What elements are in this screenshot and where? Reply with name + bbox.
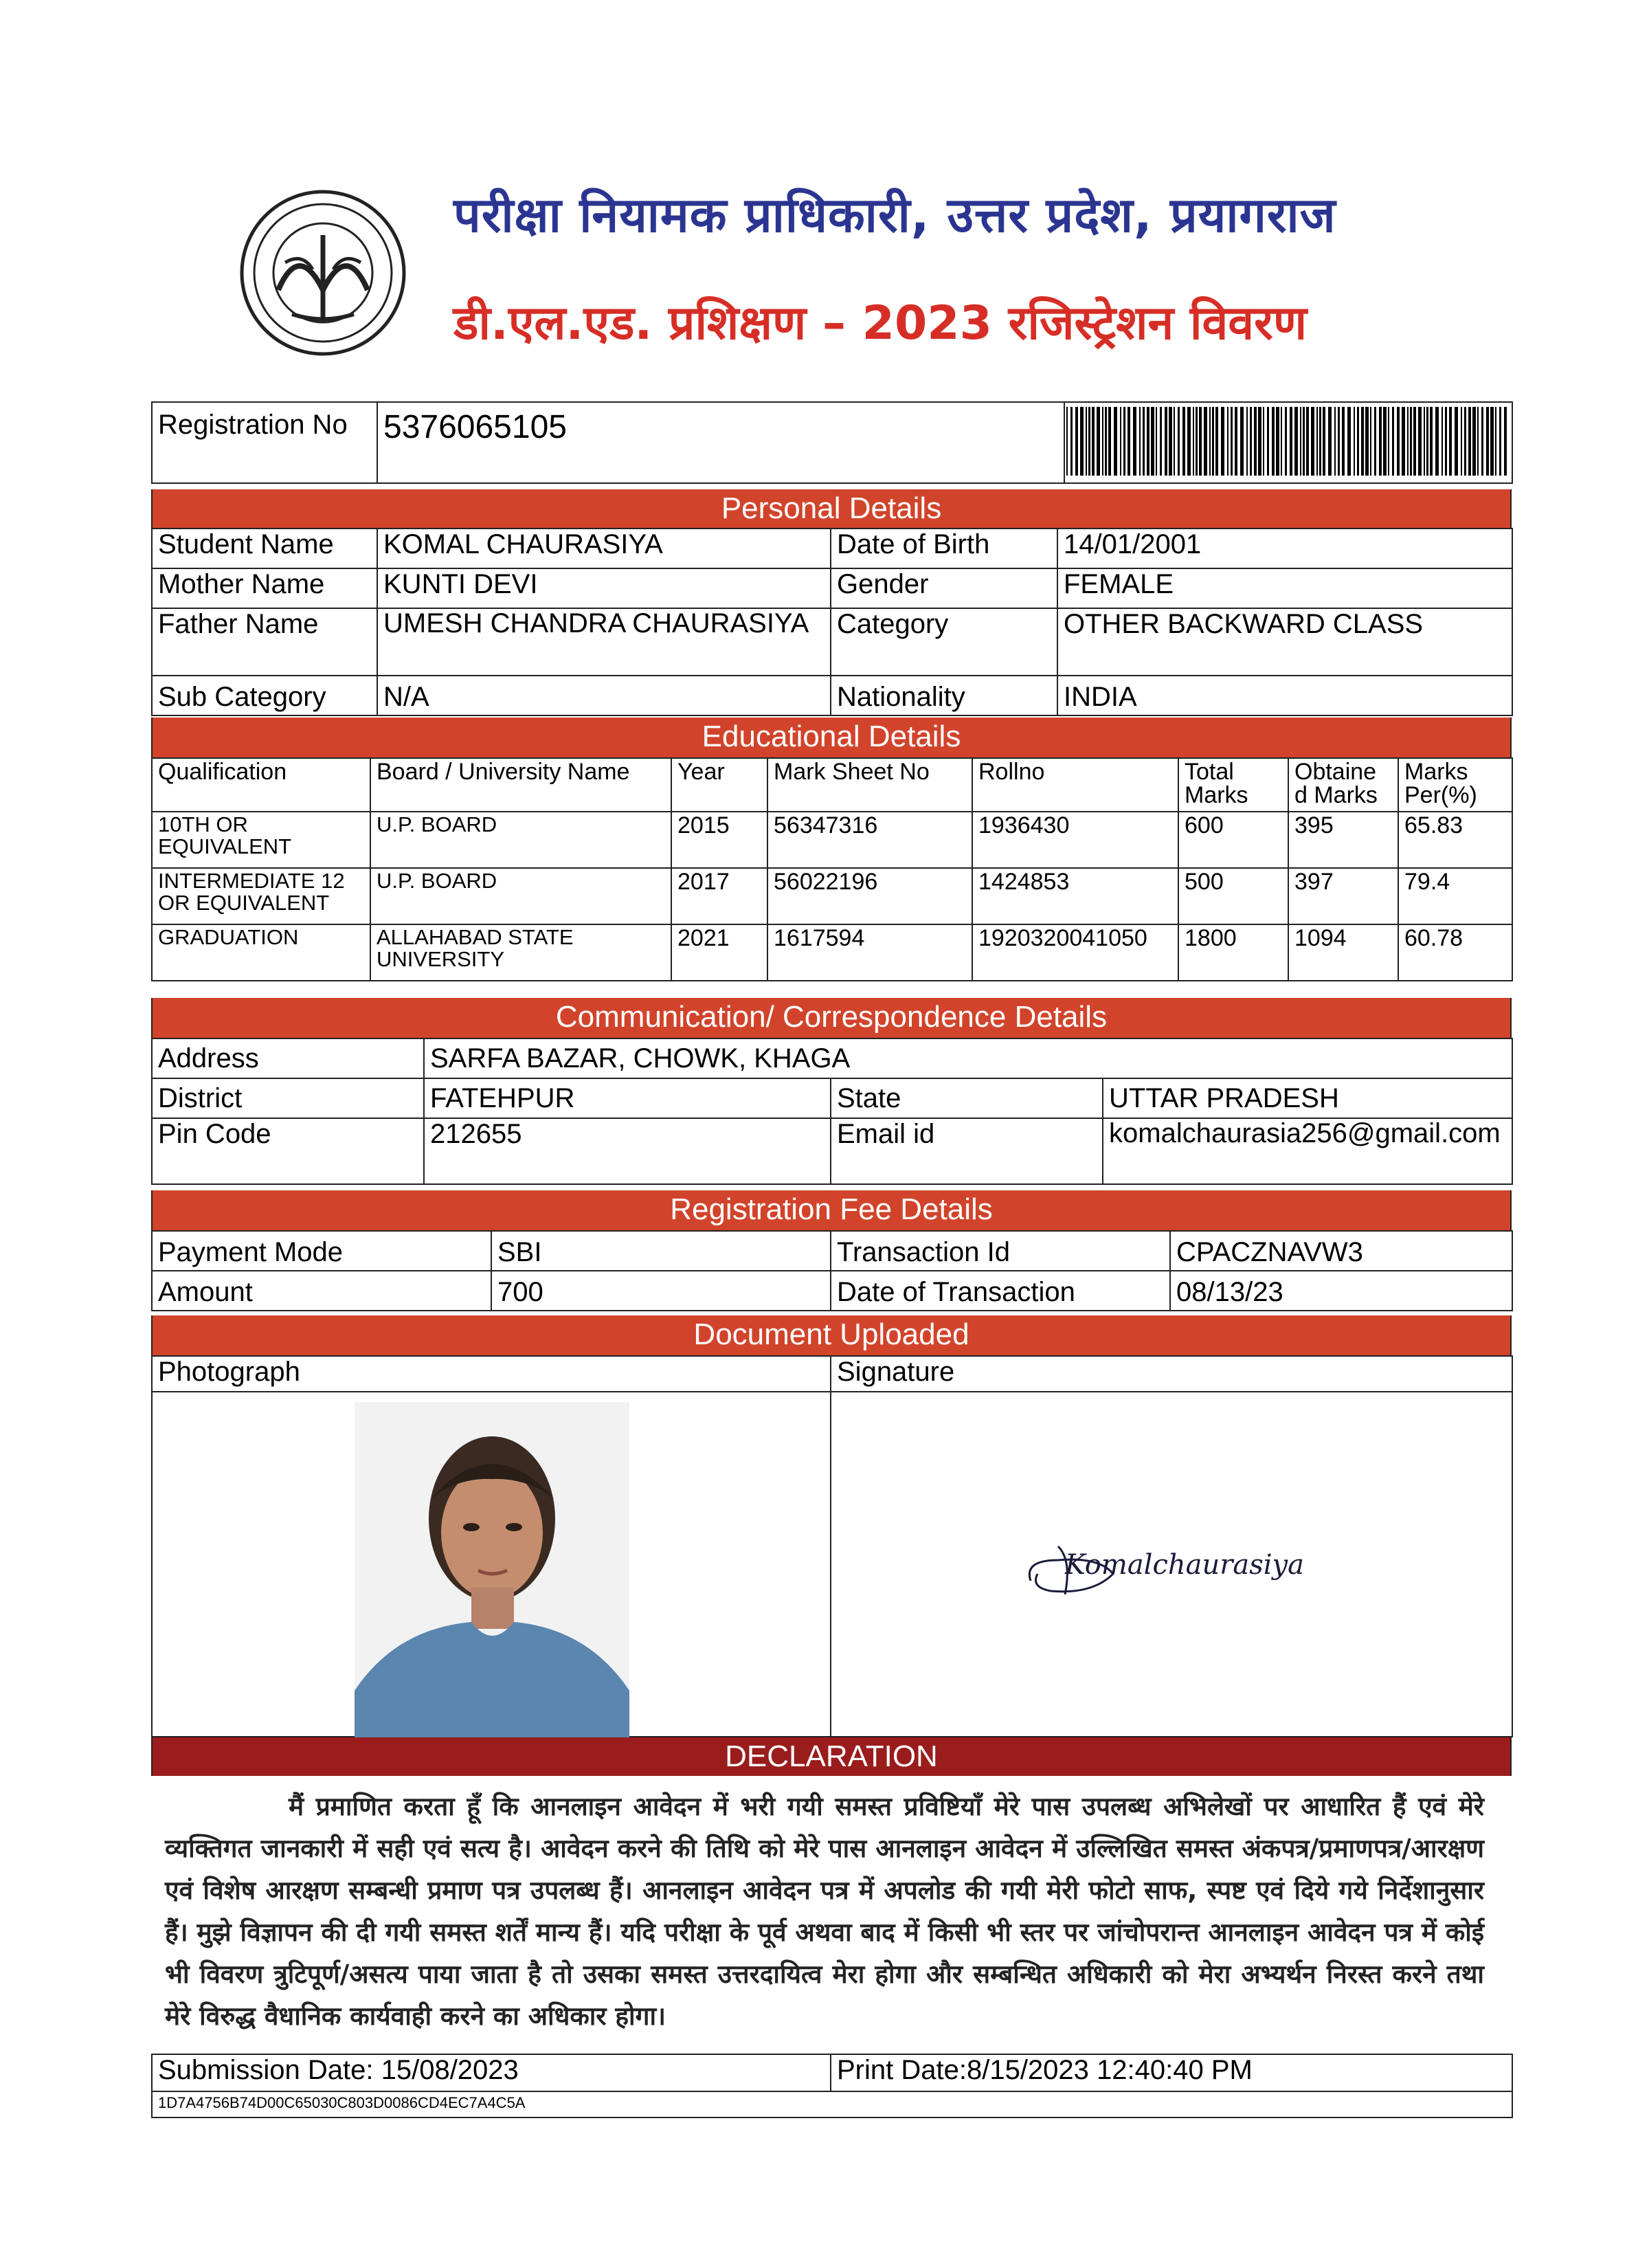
pin-code-label: Pin Code xyxy=(152,1118,424,1184)
communication-details-table xyxy=(151,1038,1513,1185)
barcode-bar xyxy=(1088,407,1090,476)
educational-details-table xyxy=(151,757,1513,981)
barcode-bar xyxy=(1392,407,1394,476)
authority-title: परीक्षा नियामक प्राधिकारी, उत्तर प्रदेश, प्रयागराज xyxy=(453,187,1336,243)
barcode-bar xyxy=(1267,407,1269,476)
table-cell: 2015 xyxy=(671,812,767,868)
barcode-bar xyxy=(1235,407,1237,476)
table-cell: 395 xyxy=(1288,812,1398,868)
nationality-label: Nationality xyxy=(831,676,1057,715)
personal-details-table xyxy=(151,528,1513,716)
table-cell: ALLAHABAD STATE UNIVERSITY xyxy=(370,924,671,981)
barcode-bar xyxy=(1354,407,1355,476)
transaction-id-value: CPACZNAVW3 xyxy=(1170,1231,1512,1271)
barcode-bar xyxy=(1281,407,1282,476)
barcode-bar xyxy=(1143,407,1145,476)
barcode-bar xyxy=(1285,407,1287,476)
table-cell: U.P. BOARD xyxy=(370,868,671,924)
barcode-bar xyxy=(1147,407,1149,476)
column-header: Mark Sheet No xyxy=(767,758,972,812)
barcode-bar xyxy=(1323,407,1325,476)
barcode-bar xyxy=(1472,407,1476,476)
state-label: State xyxy=(831,1078,1103,1118)
candidate-photo xyxy=(355,1402,629,1744)
barcode-bar xyxy=(1334,407,1336,476)
barcode-bar xyxy=(1455,407,1458,476)
barcode-bar xyxy=(1342,407,1345,476)
barcode-bar xyxy=(1365,407,1369,476)
communication-details-header: Communication/ Correspondence Details xyxy=(151,998,1512,1038)
nationality-value: INDIA xyxy=(1057,676,1512,715)
column-header: Marks Per(%) xyxy=(1398,758,1512,812)
barcode-bar xyxy=(1504,407,1507,476)
barcode-bar xyxy=(1370,407,1371,476)
barcode-bar xyxy=(1328,407,1332,476)
barcode-bar xyxy=(1133,407,1136,476)
barcode-bar xyxy=(1407,407,1409,476)
address-value: SARFA BAZAR, CHOWK, KHAGA xyxy=(424,1038,1512,1078)
educational-details-header: Educational Details xyxy=(151,718,1512,757)
column-header: Rollno xyxy=(972,758,1178,812)
barcode-bar xyxy=(1388,407,1389,476)
fee-details-header: Registration Fee Details xyxy=(151,1190,1512,1230)
barcode-bar xyxy=(1263,407,1264,476)
barcode-bar xyxy=(1397,407,1400,476)
barcode-bar xyxy=(1097,407,1100,476)
barcode-bar xyxy=(1209,407,1211,476)
table-cell: 1800 xyxy=(1178,924,1288,981)
table-row xyxy=(152,924,1512,981)
document-uploaded-header: Document Uploaded xyxy=(151,1315,1512,1355)
sub-category-value: N/A xyxy=(377,676,831,715)
barcode-bar xyxy=(1169,407,1172,476)
pin-code-value: 212655 xyxy=(424,1118,831,1184)
barcode-bar xyxy=(1254,407,1257,476)
address-label: Address xyxy=(152,1038,424,1078)
transaction-date-value: 08/13/23 xyxy=(1170,1271,1512,1311)
barcode-bar xyxy=(1139,407,1141,476)
student-name-label: Student Name xyxy=(152,529,377,568)
table-cell: 600 xyxy=(1178,812,1288,868)
barcode-bar xyxy=(1464,407,1466,476)
barcode-bar xyxy=(1120,407,1121,476)
registration-label: Registration No xyxy=(152,402,377,483)
barcode-bar xyxy=(1481,407,1483,476)
table-cell: 65.83 xyxy=(1398,812,1512,868)
table-cell: 1424853 xyxy=(972,868,1178,924)
mother-name-value: KUNTI DEVI xyxy=(377,568,831,608)
registration-value: 5376065105 xyxy=(377,402,1064,483)
column-header: Year xyxy=(671,758,767,812)
barcode-bar xyxy=(1086,407,1087,476)
table-cell: 2021 xyxy=(671,924,767,981)
barcode-bar xyxy=(1102,407,1103,476)
barcode-bar xyxy=(1221,407,1224,476)
print-date: Print Date:8/15/2023 12:40:40 PM xyxy=(831,2054,1512,2091)
barcode-bar xyxy=(1108,407,1111,476)
barcode-bar xyxy=(1165,407,1167,476)
declaration-text: मैं प्रमाणित करता हूँ कि आनलाइन आवेदन में भरी गयी समस्त प्रविष्टियाँ मेरे पास उपलब्ध अभिलेखों पर आधारित हैं एवं मेरे व्यक्तिगत जानकारी में सही एवं सत्य है। आवेदन करने की तिथि को मेरे पास आनलाइन आवेदन में उल्लिखित समस्त अंकपत्र/प्रमाणपत्र/आरक्षण एवं विशेष आरक्षण सम्बन्धी प्रमाण पत्र उपलब्ध हैं। आनलाइन आवेदन पत्र में अपलोड की गयी मेरी फोटो साफ, स्पष्ट एवं दिये गये निर्देशानुसार हैं। मुझे विज्ञापन की दी गयी समस्त शर्तें मान्य हैं। यदि परीक्षा के पूर्व अथवा बाद में किसी भी स्तर पर जांचोपरान्त आनलाइन आवेदन पत्र में कोई भी विवरण त्रुटिपूर्ण/असत्य पाया जाता है तो उसका समस्त उत्तरदायित्व मेरा होगा और सम्बन्धित अधिकारी को मेरा अभ्यर्थन निरस्त करने तथा मेरे विरुद्ध वैधानिक कार्यवाही करने का अधिकार होगा। xyxy=(165,1792,1484,2031)
payment-mode-value: SBI xyxy=(491,1231,831,1271)
barcode-bar xyxy=(1066,407,1068,476)
barcode-bar xyxy=(1468,407,1471,476)
column-header: Board / University Name xyxy=(370,758,671,812)
email-label: Email id xyxy=(831,1118,1103,1184)
barcode-bar xyxy=(1347,407,1351,476)
table-cell: INTERMEDIATE 12 OR EQUIVALENT xyxy=(152,868,370,924)
table-cell: 1920320041050 xyxy=(972,924,1178,981)
form-subtitle: डी.एल.एड. प्रशिक्षण – 2023 रजिस्ट्रेशन विवरण xyxy=(453,296,1308,351)
district-label: District xyxy=(152,1078,424,1118)
table-cell: U.P. BOARD xyxy=(370,812,671,868)
barcode-bar xyxy=(1240,407,1244,476)
barcode-bar xyxy=(1196,407,1198,476)
table-cell: 10TH OR EQUIVALENT xyxy=(152,812,370,868)
barcode-bar xyxy=(1151,407,1154,476)
education-header-row xyxy=(152,758,1512,812)
column-header: Total Marks xyxy=(1178,758,1288,812)
barcode-bar xyxy=(1338,407,1340,476)
payment-mode-label: Payment Mode xyxy=(152,1231,491,1271)
table-row xyxy=(152,868,1512,924)
barcode-bar xyxy=(1092,407,1095,476)
barcode-bar xyxy=(1250,407,1252,476)
table-cell: 1617594 xyxy=(767,924,972,981)
transaction-id-label: Transaction Id xyxy=(831,1231,1170,1271)
gender-value: FEMALE xyxy=(1057,568,1512,608)
barcode-bar xyxy=(1182,407,1185,476)
barcode-bar xyxy=(1319,407,1321,476)
amount-label: Amount xyxy=(152,1271,491,1311)
barcode-bar xyxy=(1426,407,1428,476)
barcode-bar xyxy=(1374,407,1376,476)
barcode-bar xyxy=(1410,407,1412,476)
barcode-bar xyxy=(1075,407,1078,476)
barcode-bar xyxy=(1442,407,1443,476)
barcode-bar xyxy=(1080,407,1084,476)
barcode-bar xyxy=(1383,407,1387,476)
barcode-bar xyxy=(1156,407,1157,476)
submission-date: Submission Date: 15/08/2023 xyxy=(152,2054,831,2091)
barcode-bar xyxy=(1495,407,1496,476)
barcode-bar xyxy=(1424,407,1425,476)
barcode-bar xyxy=(1070,407,1073,476)
barcode-bar xyxy=(1128,407,1130,476)
up-government-seal-icon xyxy=(237,187,409,359)
photograph-label: Photograph xyxy=(152,1356,831,1392)
amount-value: 700 xyxy=(491,1271,831,1311)
barcode-bar xyxy=(1486,407,1489,476)
table-cell: 2017 xyxy=(671,868,767,924)
gender-label: Gender xyxy=(831,568,1057,608)
barcode-bar xyxy=(1212,407,1214,476)
barcode-bar xyxy=(1114,407,1117,476)
barcode-bar xyxy=(1246,407,1248,476)
barcode-bar xyxy=(1215,407,1218,476)
barcode-bar xyxy=(1123,407,1125,476)
barcode-bar xyxy=(1311,407,1314,476)
signature-label: Signature xyxy=(831,1356,1512,1392)
barcode-bar xyxy=(1379,407,1382,476)
barcode-bar xyxy=(1303,407,1305,476)
barcode-bar xyxy=(1300,407,1301,476)
column-header: Qualification xyxy=(152,758,370,812)
barcode-bar xyxy=(1193,407,1194,476)
table-cell: GRADUATION xyxy=(152,924,370,981)
mother-name-label: Mother Name xyxy=(152,568,377,608)
barcode-bar xyxy=(1306,407,1309,476)
email-value: komalchaurasia256@gmail.com xyxy=(1103,1118,1512,1184)
barcode-bar xyxy=(1490,407,1494,476)
barcode-bar xyxy=(1430,407,1433,476)
declaration-header: DECLARATION xyxy=(151,1737,1512,1776)
dob-label: Date of Birth xyxy=(831,529,1057,568)
table-cell: 1094 xyxy=(1288,924,1398,981)
dob-value: 14/01/2001 xyxy=(1057,529,1512,568)
barcode-bar xyxy=(1413,407,1416,476)
table-cell: 60.78 xyxy=(1398,924,1512,981)
table-cell: 397 xyxy=(1288,868,1398,924)
barcode-bar xyxy=(1227,407,1229,476)
barcode-bar xyxy=(1461,407,1462,476)
barcode-bar xyxy=(1499,407,1501,476)
barcode-bar xyxy=(1290,407,1292,476)
barcode-bar xyxy=(1477,407,1479,476)
table-cell: 56347316 xyxy=(767,812,972,868)
barcode-icon xyxy=(1064,403,1510,480)
barcode-bar xyxy=(1418,407,1422,476)
footer-table xyxy=(151,2054,1513,2118)
candidate-signature xyxy=(1017,1519,1319,1608)
sub-category-label: Sub Category xyxy=(152,676,377,715)
svg-text:Komalchaurasiya: Komalchaurasiya xyxy=(1065,1549,1304,1581)
barcode-bar xyxy=(1105,407,1107,476)
fee-details-table xyxy=(151,1230,1513,1311)
barcode-bar xyxy=(1449,407,1452,476)
district-value: FATEHPUR xyxy=(424,1078,831,1118)
state-value: UTTAR PRADESH xyxy=(1103,1078,1512,1118)
barcode-bar xyxy=(1294,407,1298,476)
table-cell: 1936430 xyxy=(972,812,1178,868)
column-header: Obtaine d Marks xyxy=(1288,758,1398,812)
barcode-bar xyxy=(1435,407,1439,476)
barcode-bar xyxy=(1276,407,1279,476)
table-cell: 56022196 xyxy=(767,868,972,924)
barcode-bar xyxy=(1174,407,1175,476)
category-label: Category xyxy=(831,608,1057,676)
transaction-date-label: Date of Transaction xyxy=(831,1271,1170,1311)
category-value: OTHER BACKWARD CLASS xyxy=(1057,608,1512,676)
barcode-bar xyxy=(1204,407,1207,476)
barcode-bar xyxy=(1445,407,1447,476)
table-cell: 79.4 xyxy=(1398,868,1512,924)
barcode-bar xyxy=(1316,407,1318,476)
barcode-bar xyxy=(1199,407,1202,476)
barcode-bar xyxy=(1402,407,1405,476)
barcode-bar xyxy=(1272,407,1275,476)
table-row xyxy=(152,812,1512,868)
barcode-bar xyxy=(1178,407,1180,476)
student-name-value: KOMAL CHAURASIYA xyxy=(377,529,831,568)
document-hash: 1D7A4756B74D00C65030C803D0086CD4EC7A4C5A xyxy=(152,2091,1512,2117)
table-cell: 500 xyxy=(1178,868,1288,924)
barcode-bar xyxy=(1187,407,1191,476)
barcode-bar xyxy=(1357,407,1359,476)
barcode-bar xyxy=(1160,407,1162,476)
barcode-bar xyxy=(1361,407,1364,476)
father-name-label: Father Name xyxy=(152,608,377,676)
personal-details-header: Personal Details xyxy=(151,489,1512,529)
father-name-value: UMESH CHANDRA CHAURASIYA xyxy=(377,608,831,676)
barcode-bar xyxy=(1258,407,1261,476)
barcode-bar xyxy=(1231,407,1233,476)
